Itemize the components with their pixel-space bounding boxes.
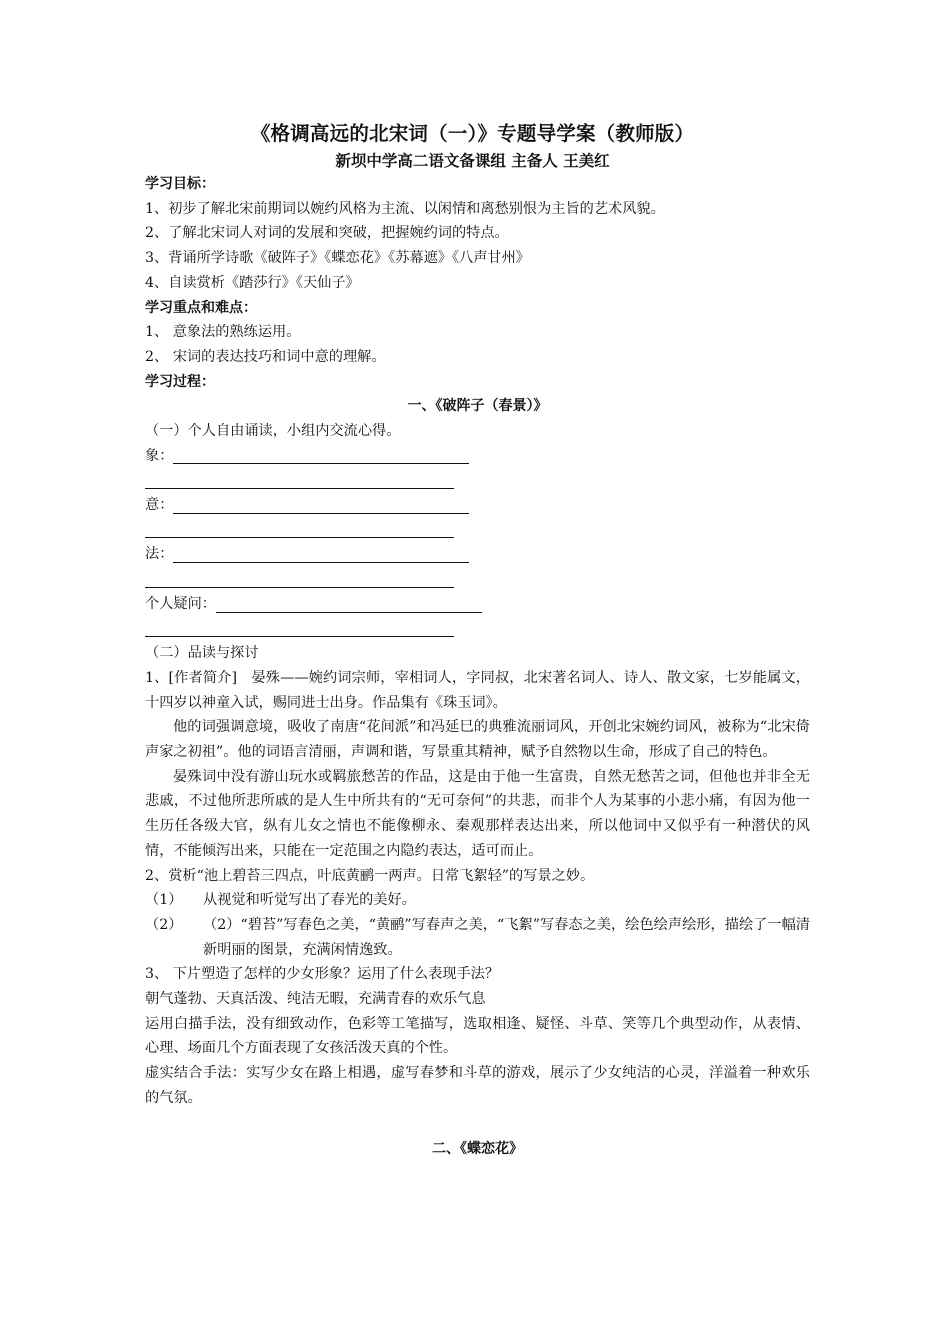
key-point-item: 2、 宋词的表达技巧和词中意的理解。 (145, 348, 386, 365)
question-blank-line2 (145, 617, 810, 642)
answer-3-image: 朝气蓬勃、天真活泼、纯洁无暇，充满青春的欢乐气息 (145, 991, 486, 1008)
author-works-para: 晏殊词中没有游山玩水或羁旅愁苦的作品，这是由于他一生富贵，自然无愁苦之词，但他也并非全无悲戚，不过他所悲所戚的是人生中所共有的“无可奈何”的共悲，而非个人为某事的小悲小痛，有因为他一生历任各级大官，纵有儿女之情也不能像柳永、秦观那样表达出来，所以他词中又似乎有一种潜伏的风情，不能倾泻出来，只能在一定范围之内隐约表达，适可而止。 (145, 768, 810, 859)
yi-label: 意： (145, 497, 174, 514)
author-intro-para: 1、[作者简介] 晏殊——婉约词宗师，宰相词人，字同叔，北宋著名词人、诗人、散文家，七岁能属文，十四岁以神童入试，赐同进士出身。作品集有《珠玉词》。 (145, 669, 810, 711)
yi-blank-line2 (145, 518, 810, 543)
answer-2-item-1 (145, 888, 810, 913)
document-subtitle: 新坝中学高二语文备课组 主备人 王美红 (335, 152, 610, 170)
objective-item: 2、了解北宋词人对词的发展和突破，把握婉约词的特点。 (145, 225, 509, 242)
fa-field-row (145, 542, 810, 567)
answer-2-2-text: （2）“碧苔”写春色之美，“黄鹂”写春声之美，“飞絮”写春态之美，绘色绘声绘形，描绘了一幅清新明丽的图景，充满闲情逸致。 (203, 916, 810, 958)
question-2: 2、赏析“池上碧苔三四点，叶底黄鹂一两声。日常飞絮轻”的写景之妙。 (145, 867, 595, 884)
question-field-row (145, 592, 810, 617)
section1-heading: 一、《破阵子（春景）》 (407, 398, 548, 415)
yi-field-row (145, 493, 810, 518)
part1-title: （一）个人自由诵读，小组内交流心得。 (145, 423, 401, 440)
objective-item: 3、背诵所学诗歌《破阵子》《蝶恋花》《苏幕遮》《八声甘州》 (145, 250, 530, 267)
answer-2-2-number: （2） (145, 916, 183, 933)
objectives-heading: 学习目标： (145, 176, 215, 192)
objective-item: 1、初步了解北宋前期词以婉约风格为主流、以闲情和离愁别恨为主旨的艺术风貌。 (145, 200, 665, 217)
answer-3-baimiao: 运用白描手法，没有细致动作，色彩等工笔描写，选取相逢、疑怪、斗草、笑等几个典型动作，从表情、心理、场面几个方面表现了女孩活泼天真的个性。 (145, 1015, 810, 1057)
question-blank (216, 596, 482, 613)
document-title: 《格调高远的北宋词（一）》专题导学案（教师版） (250, 122, 695, 145)
answer-2-1-text: 从视觉和听觉写出了春光的美好。 (203, 892, 416, 909)
fa-blank (173, 546, 469, 563)
fa-blank-line2 (145, 567, 810, 592)
answer-3-xushi: 虚实结合手法：实写少女在路上相遇，虚写春梦和斗草的游戏，展示了少女纯洁的心灵，洋溢着一种欢乐的气氛。 (145, 1065, 810, 1106)
section2-heading: 二、《蝶恋花》 (432, 1140, 523, 1157)
answer-2-item-2 (145, 913, 810, 962)
fa-label: 法： (145, 546, 174, 563)
document-page (145, 118, 810, 1161)
part2-title: （二）品读与探讨 (145, 645, 259, 662)
objective-item: 4、自读赏析《踏莎行》《天仙子》 (145, 274, 360, 291)
question-3: 3、 下片塑造了怎样的少女形象？运用了什么表现手法？ (145, 966, 500, 983)
key-point-item: 1、 意象法的熟练运用。 (145, 324, 301, 341)
yi-blank (173, 497, 469, 514)
process-heading: 学习过程： (145, 373, 215, 390)
question-label: 个人疑问： (145, 595, 216, 612)
xiang-field-row (145, 444, 810, 469)
xiang-blank (173, 447, 469, 464)
author-style-para: 他的词强调意境，吸收了南唐“花间派”和冯延巳的典雅流丽词风，开创北宋婉约词风，被称为“北宋倚声家之初祖”。他的词语言清丽，声调和谐，写景重其精神，赋予自然物以生命，形成了自己的特色。 (145, 719, 810, 761)
xiang-blank-line2 (145, 468, 810, 493)
answer-2-1-number: （1） (145, 892, 183, 909)
xiang-label: 象： (145, 447, 174, 464)
key-points-heading: 学习重点和难点： (145, 299, 257, 316)
